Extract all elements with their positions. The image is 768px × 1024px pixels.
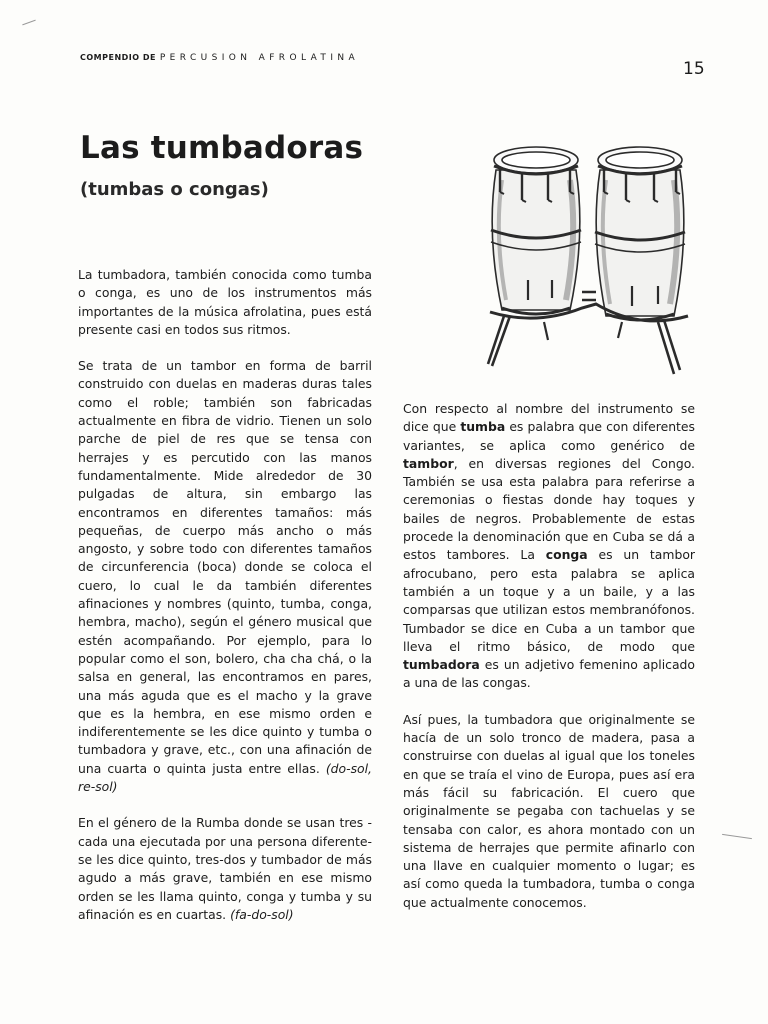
scan-mark — [22, 20, 35, 26]
text-span: Con respecto al nombre del instrumento se dice que — [403, 401, 695, 435]
text-span: es un adjetivo femenino aplicado a una de las congas. — [403, 657, 695, 691]
page-title: Las tumbadoras — [80, 130, 364, 166]
paragraph-etymology — [403, 400, 695, 693]
page-subtitle: (tumbas o congas) — [80, 179, 269, 200]
right-column — [403, 400, 695, 930]
term-conga: conga — [545, 547, 588, 563]
header-series-part2: PERCUSION AFROLATINA — [159, 53, 360, 63]
text-span: es un tambor afrocubano, pero esta palabra se aplica también a un toque y a un baile, y a las comparsas que utilizan estos membranófonos. Tumbador se dice en Cuba a un tambor que lleva el ritmo básico, de modo que — [403, 547, 695, 654]
text-span: es palabra que con diferentes variantes, se aplica como genérico de — [403, 419, 695, 453]
paragraph-rumba — [78, 814, 372, 924]
paragraph-intro: La tumbadora, también conocida como tumba o conga, es uno de los instrumentos más importantes de la música afrolatina, pues está presente casi en todos sus ritmos. — [78, 267, 372, 337]
left-column — [78, 266, 372, 942]
text-span: , en diversas regiones del Congo. También se usa esta palabra para referirse a ceremonias o fiestas donde hay toques y bailes de negros. Probablemente de estas procede la denominación que en Cuba se dá a estos tambores. La — [403, 455, 695, 563]
tuning-note: (do-sol, re-sol) — [78, 760, 372, 795]
term-tumba: tumba — [460, 419, 506, 435]
running-header — [80, 53, 359, 63]
scan-mark — [722, 834, 752, 839]
paragraph-rumba-text: En el género de la Rumba donde se usan tres -cada una ejecutada por una persona diferente- se les dice quinto, tres-dos y tumbador de más agudo a más grave, también en ese mismo orden se les llama quinto, conga y tumba y su afinación es en cuartas. — [78, 815, 372, 922]
paragraph-history: Así pues, la tumbadora que originalmente se hacía de un solo tronco de madera, pasa a construirse con duelas al igual que los toneles en que se traía el vino de Europa, pues así era más fácil su fabricación. El cuero que originalmente se pegaba con tachuelas y se tensaba con calor, es ahora montado con un sistema de herrajes que permite afinarlo con una llave en cualquier momento o lugar; es así como queda la tumbadora, tumba o conga que actualmente conocemos. — [403, 711, 695, 910]
paragraph-construction — [78, 357, 372, 796]
page-number: 15 — [683, 59, 705, 79]
term-tambor: tambor — [403, 455, 454, 471]
term-tumbadora: tumbadora — [403, 657, 480, 673]
tuning-note: (fa-do-sol) — [230, 906, 294, 922]
header-series-part1: COMPENDIO DE — [80, 53, 156, 62]
conga-drums-illustration — [482, 140, 694, 378]
paragraph-construction-text: Se trata de un tambor en forma de barril construido con duelas en maderas duras tales como el roble; también son fabricadas actualmente en fibra de vidrio. Tienen un solo parche de piel de res que se tensa con herrajes y es percutido con las manos fundamentalmente. Mide alrededor de 30 pulgadas de altura, sin embargo las encontramos en diferentes tamaños: más pequeñas, de cuerpo más ancho o más angosto, y sobre todo con diferentes tamaños de circunferencia (boca) donde se coloca el cuero, lo cual le da también diferentes afinaciones y nombres (quinto, tumba, conga, hembra, macho), según el género musical que estén acompañando. Por ejemplo, para lo popular como el son, bolero, cha cha chá, o la salsa en general, las encontramos en pares, una más aguda que es el macho y la grave que es la hembra, en ese mismo orden e indiferentemente se les dice quinto y tumba o tumbadora y grave, etc., con una afinación de una cuarta o quinta justa entre ellas. — [78, 358, 372, 776]
